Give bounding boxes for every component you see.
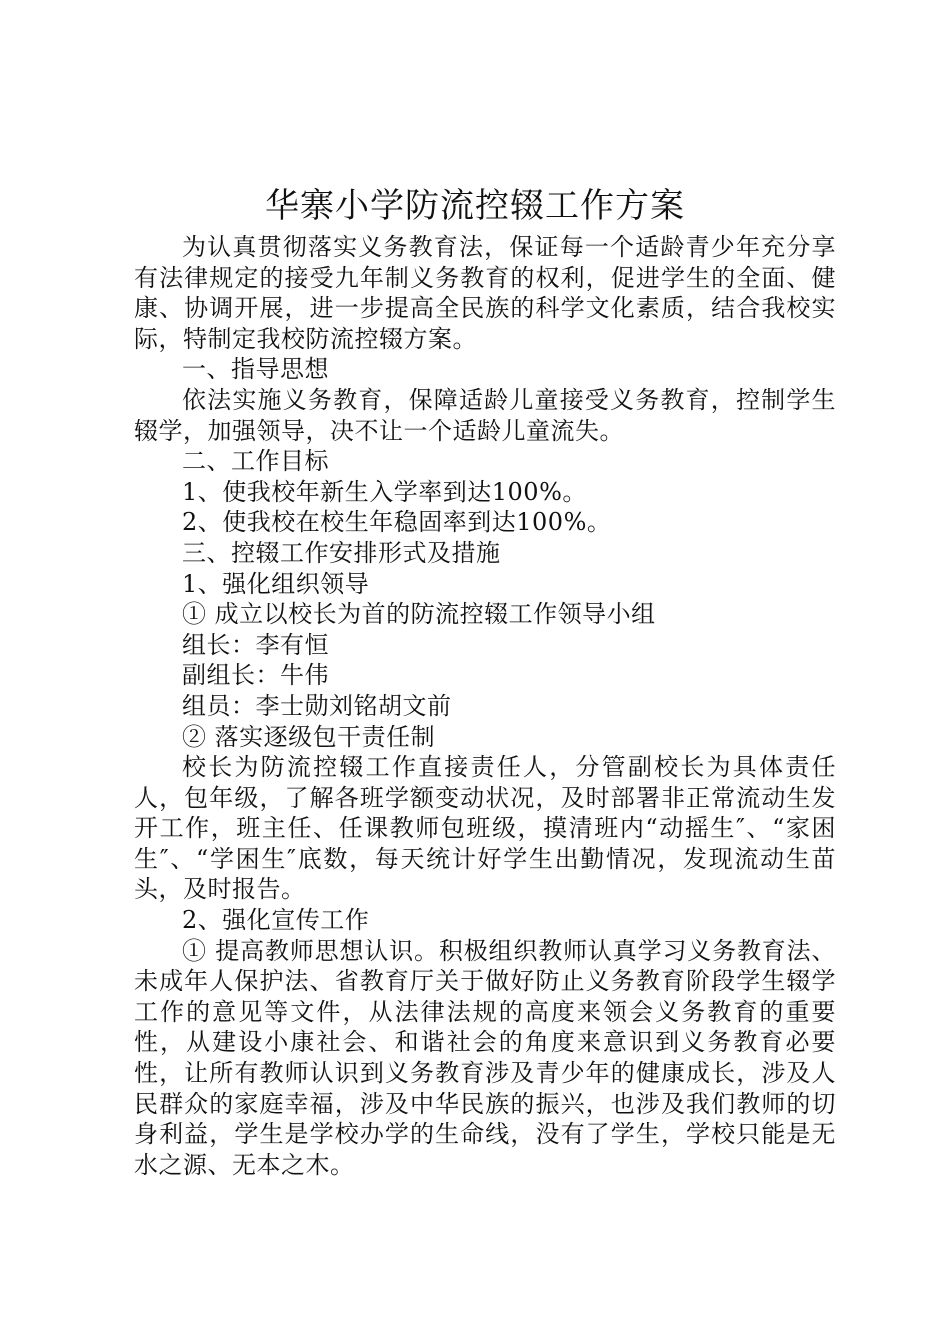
deputy-leader: 副组长：牛伟 — [182, 661, 329, 690]
goal-item-2: 2、使我校在校生年稳固率到达100%。 — [182, 508, 612, 537]
subheading-publicity: 2、强化宣传工作 — [182, 906, 370, 935]
document-title: 华寨小学防流控辍工作方案 — [265, 186, 685, 226]
heading-measures: 三、控辍工作安排形式及措施 — [182, 538, 501, 567]
item-leading-group: ① 成立以校长为首的防流控辍工作领导小组 — [182, 600, 656, 629]
item-responsibility-system: ② 落实逐级包干责任制 — [182, 722, 436, 751]
paragraph-intro: 为认真贯彻落实义务教育法，保证每一个适龄青少年充分享有法律规定的接受九年制义务教育的权利，促进学生的全面、健康、协调开展，进一步提高全民族的科学文化素质，结合我校实际，特制定我校防流控辍方案。 — [134, 233, 836, 353]
goal-item-1: 1、使我校年新生入学率到达100%。 — [182, 477, 587, 506]
heading-work-goals: 二、工作目标 — [182, 447, 329, 476]
document-body — [134, 232, 836, 1180]
subheading-organization: 1、强化组织领导 — [182, 569, 370, 598]
group-leader: 组长：李有恒 — [182, 630, 329, 659]
group-members: 组员：李士勋刘铭胡文前 — [182, 691, 452, 720]
paragraph-responsibility: 校长为防流控辍工作直接责任人，分管副校长为具体责任人，包年级，了解各班学额变动状况，及时部署非正常流动生发开工作，班主任、任课教师包班级，摸清班内“动摇生″、“家困生″、“学困生″底数，每天统计好学生出勤情况，发现流动生苗头，及时报告。 — [134, 753, 836, 904]
heading-guiding-ideology: 一、指导思想 — [182, 355, 329, 384]
paragraph-guiding-ideology: 依法实施义务教育，保障适龄儿童接受义务教育，控制学生辍学，加强领导，决不让一个适龄儿童流失。 — [134, 385, 836, 445]
paragraph-teacher-awareness: ① 提高教师思想认识。积极组织教师认真学习义务教育法、未成年人保护法、省教育厅关于做好防止义务教育阶段学生辍学工作的意见等文件，从法律法规的高度来领会义务教育的重要性，从建设小康社会、和谐社会的角度来意识到义务教育必要性，让所有教师认识到义务教育涉及青少年的健康成长，涉及人民群众的家庭幸福，涉及中华民族的振兴，也涉及我们教师的切身利益，学生是学校办学的生命线，没有了学生，学校只能是无水之源、无本之木。 — [134, 936, 836, 1179]
